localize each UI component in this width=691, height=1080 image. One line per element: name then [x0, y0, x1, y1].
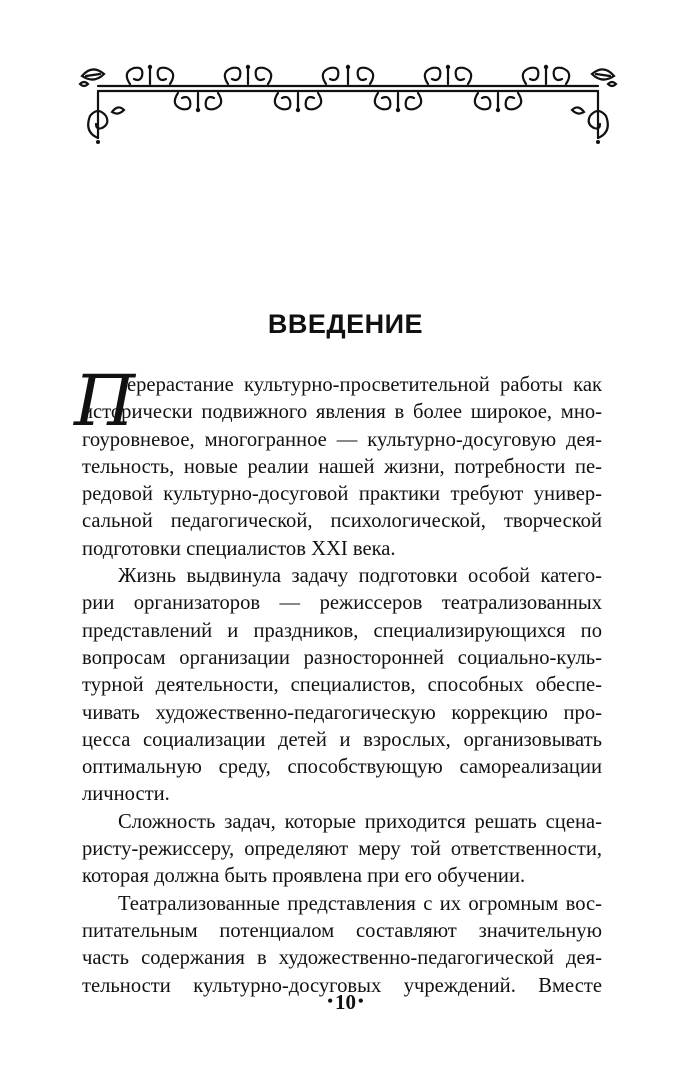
- text-line: личности.: [82, 783, 170, 806]
- floral-border-ornament-icon: [78, 62, 618, 150]
- text-line: питательным потенциалом составляют значительную: [82, 919, 602, 942]
- text-line: тельность, новые реалии нашей жизни, потребности пе-: [82, 455, 602, 478]
- text-line: вопросам организации разносторонней социально-куль-: [82, 646, 602, 669]
- text-line: Театрализованные представления с их огромным вос-: [118, 892, 602, 915]
- paragraph: [82, 809, 602, 891]
- page-number: [0, 990, 691, 1015]
- chapter-title: ВВЕДЕНИЕ: [267, 309, 424, 339]
- text-line: которая должна быть проявлена при его обучении.: [82, 865, 526, 888]
- folio-dot-icon: •: [358, 993, 364, 1010]
- text-line: чивать художественно-педагогическую коррекцию про-: [82, 701, 602, 724]
- page-number-value: 10: [335, 990, 356, 1014]
- paragraph: [74, 360, 602, 563]
- text-line: рии организаторов — режиссеров театрализованных: [82, 592, 602, 615]
- text-line: часть содержания в художественно-педагогической дея-: [82, 947, 602, 970]
- text-line: Сложность задач, которые приходится решать сцена-: [118, 810, 602, 833]
- paragraph: [82, 563, 602, 809]
- text-line: ристу-режиссеру, определяют меру той ответственности,: [82, 838, 602, 861]
- text-line: ерерастание культурно-просветительной работы как: [127, 374, 602, 396]
- text-line: турной деятельности, специалистов, способных обеспе-: [82, 674, 602, 697]
- folio-dot-icon: •: [327, 993, 333, 1010]
- text-line: цесса социализации детей и взрослых, организовывать: [82, 728, 602, 751]
- text-line: представлений и праздников, специализирующихся по: [82, 619, 602, 642]
- text-line: редовой культурно-досуговой практики требуют универ-: [82, 483, 602, 506]
- text-line: оптимальную среду, способствующую самореализации: [82, 756, 602, 779]
- text-line: подготовки специалистов XXI века.: [82, 537, 396, 560]
- text-line: Жизнь выдвинула задачу подготовки особой катего-: [118, 565, 602, 588]
- text-line: гоуровневое, многогранное — культурно-досуговую дея-: [82, 428, 602, 451]
- text-line: сальной педагогической, психологической, творческой: [82, 510, 602, 533]
- text-line: тельности культурно-досуговых учреждений. Вместе: [82, 974, 602, 997]
- drop-cap: П: [74, 360, 136, 442]
- text-line: исторически подвижного явления в более широкое, мно-: [82, 401, 602, 424]
- body-text: [74, 360, 602, 1000]
- paragraph: [82, 891, 602, 1000]
